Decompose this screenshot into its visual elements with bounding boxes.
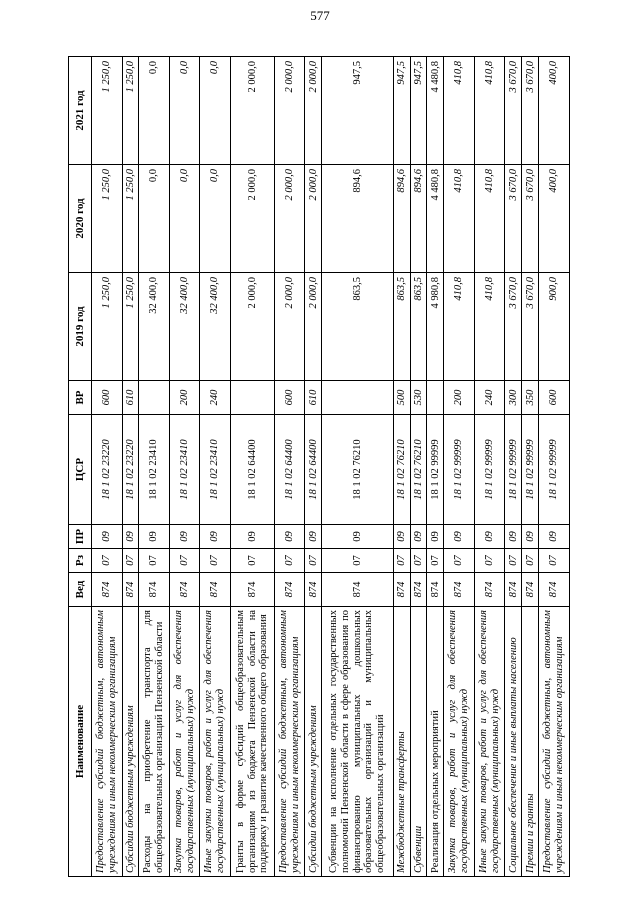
cell-vr: 600 [92, 381, 123, 415]
cell-ved: 874 [122, 573, 139, 607]
cell-2021: 947,5 [393, 57, 410, 165]
cell-csr: 18 1 02 23410 [200, 415, 231, 525]
table-row [139, 57, 170, 877]
cell-rz: 07 [200, 549, 231, 573]
table-row [305, 57, 322, 877]
cell-rz: 07 [522, 549, 539, 573]
cell-2021: 1 250,0 [122, 57, 139, 165]
cell-csr: 18 1 02 99999 [444, 415, 475, 525]
cell-2021: 2 000,0 [230, 57, 274, 165]
cell-csr: 18 1 02 99999 [522, 415, 539, 525]
cell-name: Межбюджетные трансферты [393, 607, 410, 877]
cell-2019: 863,5 [393, 273, 410, 381]
cell-2019: 2 000,0 [305, 273, 322, 381]
header-name: Наименование [69, 607, 92, 877]
cell-2021: 1 250,0 [92, 57, 123, 165]
cell-ved: 874 [427, 573, 444, 607]
cell-ved: 874 [139, 573, 170, 607]
cell-vr: 200 [169, 381, 200, 415]
rotated-table-container [68, 57, 570, 877]
header-row [69, 57, 92, 877]
cell-2019: 863,5 [322, 273, 393, 381]
header-2021: 2021 год [69, 57, 92, 165]
cell-rz: 07 [169, 549, 200, 573]
header-2020: 2020 год [69, 165, 92, 273]
cell-rz: 07 [539, 549, 570, 573]
cell-vr: 530 [410, 381, 427, 415]
cell-2020: 1 250,0 [122, 165, 139, 273]
cell-csr: 18 1 02 23410 [139, 415, 170, 525]
cell-csr: 18 1 02 23220 [92, 415, 123, 525]
cell-2019: 863,5 [410, 273, 427, 381]
cell-pr: 09 [230, 525, 274, 549]
cell-2020: 1 250,0 [92, 165, 123, 273]
cell-csr: 18 1 02 23220 [122, 415, 139, 525]
cell-pr: 09 [322, 525, 393, 549]
table-row [169, 57, 200, 877]
cell-rz: 07 [230, 549, 274, 573]
cell-2020: 410,8 [474, 165, 505, 273]
cell-pr: 09 [305, 525, 322, 549]
cell-2019: 32 400,0 [200, 273, 231, 381]
table-row [322, 57, 393, 877]
cell-2020: 3 670,0 [522, 165, 539, 273]
table-row [122, 57, 139, 877]
cell-2019: 2 000,0 [230, 273, 274, 381]
cell-name: Субсидии бюджетным учреждениям [122, 607, 139, 877]
cell-2021: 2 000,0 [305, 57, 322, 165]
cell-name: Предоставление субсидий бюджетным, автономным учреждениям и иным некоммерческим организациям [92, 607, 123, 877]
cell-vr [322, 381, 393, 415]
cell-pr: 09 [444, 525, 475, 549]
cell-pr: 09 [393, 525, 410, 549]
cell-2021: 0,0 [139, 57, 170, 165]
cell-vr: 610 [122, 381, 139, 415]
cell-2021: 947,5 [410, 57, 427, 165]
cell-2020: 400,0 [539, 165, 570, 273]
cell-ved: 874 [522, 573, 539, 607]
table-row [230, 57, 274, 877]
cell-vr: 600 [274, 381, 305, 415]
cell-rz: 07 [427, 549, 444, 573]
cell-2021: 0,0 [169, 57, 200, 165]
cell-2021: 4 480,8 [427, 57, 444, 165]
cell-pr: 09 [169, 525, 200, 549]
cell-csr: 18 1 02 64400 [274, 415, 305, 525]
cell-2020: 0,0 [139, 165, 170, 273]
cell-2020: 4 480,8 [427, 165, 444, 273]
cell-2019: 410,8 [474, 273, 505, 381]
header-rz: Рз [69, 549, 92, 573]
cell-2019: 32 400,0 [169, 273, 200, 381]
cell-pr: 09 [522, 525, 539, 549]
cell-rz: 07 [474, 549, 505, 573]
table-row [410, 57, 427, 877]
cell-csr: 18 1 02 99999 [474, 415, 505, 525]
cell-rz: 07 [322, 549, 393, 573]
cell-2019: 2 000,0 [274, 273, 305, 381]
cell-2021: 410,8 [444, 57, 475, 165]
cell-ved: 874 [410, 573, 427, 607]
cell-pr: 09 [200, 525, 231, 549]
cell-vr: 600 [539, 381, 570, 415]
cell-csr: 18 1 02 76210 [393, 415, 410, 525]
cell-pr: 09 [474, 525, 505, 549]
cell-2019: 32 400,0 [139, 273, 170, 381]
cell-2021: 410,8 [474, 57, 505, 165]
cell-ved: 874 [169, 573, 200, 607]
cell-2019: 900,0 [539, 273, 570, 381]
cell-rz: 07 [139, 549, 170, 573]
cell-name: Закупка товаров, работ и услуг для обеспечения государственных (муниципальных) нужд [444, 607, 475, 877]
cell-vr: 300 [505, 381, 522, 415]
cell-2021: 3 670,0 [522, 57, 539, 165]
cell-rz: 07 [505, 549, 522, 573]
cell-ved: 874 [274, 573, 305, 607]
header-ved: Вед [69, 573, 92, 607]
cell-2020: 894,6 [322, 165, 393, 273]
cell-rz: 07 [410, 549, 427, 573]
cell-2021: 2 000,0 [274, 57, 305, 165]
cell-2019: 4 980,8 [427, 273, 444, 381]
header-pr: ПР [69, 525, 92, 549]
cell-csr: 18 1 02 76210 [410, 415, 427, 525]
cell-2021: 400,0 [539, 57, 570, 165]
cell-2021: 3 670,0 [505, 57, 522, 165]
cell-name: Реализация отдельных мероприятий [427, 607, 444, 877]
cell-name: Иные закупки товаров, работ и услуг для обеспечения государственных (муниципальных) нужд [200, 607, 231, 877]
cell-name: Предоставление субсидий бюджетным, автономным учреждениям и иным некоммерческим организациям [274, 607, 305, 877]
cell-pr: 09 [92, 525, 123, 549]
cell-vr: 240 [200, 381, 231, 415]
cell-pr: 09 [139, 525, 170, 549]
cell-name: Субсидии бюджетным учреждениям [305, 607, 322, 877]
cell-rz: 07 [274, 549, 305, 573]
cell-2020: 0,0 [169, 165, 200, 273]
cell-rz: 07 [444, 549, 475, 573]
cell-vr [427, 381, 444, 415]
table-row [92, 57, 123, 877]
cell-2019: 3 670,0 [505, 273, 522, 381]
cell-name: Расходы на приобретение транспорта для общеобразовательных организаций Пензенской области [139, 607, 170, 877]
cell-name: Субвенции на исполнение отдельных государственных полномочий Пензенской области в сфере образования по финансированию муниципальных дошкольных образовательных организаций и муниципальных общеобразовательных организаций [322, 607, 393, 877]
cell-ved: 874 [444, 573, 475, 607]
cell-pr: 09 [274, 525, 305, 549]
header-2019: 2019 год [69, 273, 92, 381]
table-row [200, 57, 231, 877]
cell-ved: 874 [230, 573, 274, 607]
cell-pr: 09 [539, 525, 570, 549]
cell-ved: 874 [92, 573, 123, 607]
budget-table [68, 56, 570, 877]
cell-pr: 09 [505, 525, 522, 549]
cell-vr [139, 381, 170, 415]
header-vr: ВР [69, 381, 92, 415]
cell-ved: 874 [200, 573, 231, 607]
table-row [274, 57, 305, 877]
cell-ved: 874 [539, 573, 570, 607]
cell-ved: 874 [505, 573, 522, 607]
cell-rz: 07 [92, 549, 123, 573]
table-row [505, 57, 522, 877]
cell-name: Гранты в форме субсидий общеобразовательным организациям из бюджета Пензенской области на поддержку и развитие качественного общего образования [230, 607, 274, 877]
cell-ved: 874 [393, 573, 410, 607]
cell-pr: 09 [410, 525, 427, 549]
cell-vr: 500 [393, 381, 410, 415]
cell-rz: 07 [393, 549, 410, 573]
cell-ved: 874 [322, 573, 393, 607]
cell-csr: 18 1 02 64400 [305, 415, 322, 525]
cell-2020: 410,8 [444, 165, 475, 273]
cell-pr: 09 [427, 525, 444, 549]
cell-name: Субвенции [410, 607, 427, 877]
cell-csr: 18 1 02 99999 [539, 415, 570, 525]
table-body [92, 57, 570, 877]
cell-vr [230, 381, 274, 415]
header-csr: ЦСР [69, 415, 92, 525]
cell-2020: 2 000,0 [305, 165, 322, 273]
table-row [444, 57, 475, 877]
cell-vr: 240 [474, 381, 505, 415]
cell-2021: 0,0 [200, 57, 231, 165]
cell-csr: 18 1 02 99999 [427, 415, 444, 525]
cell-csr: 18 1 02 23410 [169, 415, 200, 525]
cell-2019: 410,8 [444, 273, 475, 381]
cell-vr: 610 [305, 381, 322, 415]
cell-rz: 07 [305, 549, 322, 573]
cell-2020: 3 670,0 [505, 165, 522, 273]
cell-ved: 874 [474, 573, 505, 607]
cell-ved: 874 [305, 573, 322, 607]
cell-csr: 18 1 02 76210 [322, 415, 393, 525]
page-number: 577 [310, 8, 330, 23]
table-row [427, 57, 444, 877]
table-row [393, 57, 410, 877]
cell-2020: 894,6 [393, 165, 410, 273]
cell-rz: 07 [122, 549, 139, 573]
cell-2020: 2 000,0 [230, 165, 274, 273]
cell-name: Социальное обеспечение и иные выплаты населению [505, 607, 522, 877]
cell-csr: 18 1 02 99999 [505, 415, 522, 525]
cell-csr: 18 1 02 64400 [230, 415, 274, 525]
cell-name: Закупка товаров, работ и услуг для обеспечения государственных (муниципальных) нужд [169, 607, 200, 877]
cell-2019: 3 670,0 [522, 273, 539, 381]
cell-name: Премии и гранты [522, 607, 539, 877]
cell-name: Иные закупки товаров, работ и услуг для обеспечения государственных (муниципальных) нужд [474, 607, 505, 877]
cell-2021: 947,5 [322, 57, 393, 165]
table-row [522, 57, 539, 877]
cell-pr: 09 [122, 525, 139, 549]
cell-2019: 1 250,0 [122, 273, 139, 381]
table-row [474, 57, 505, 877]
cell-vr: 350 [522, 381, 539, 415]
cell-vr: 200 [444, 381, 475, 415]
cell-2020: 2 000,0 [274, 165, 305, 273]
table-row [539, 57, 570, 877]
cell-2020: 894,6 [410, 165, 427, 273]
cell-2020: 0,0 [200, 165, 231, 273]
cell-2019: 1 250,0 [92, 273, 123, 381]
cell-name: Предоставление субсидий бюджетным, автономным учреждениям и иным некоммерческим организациям [539, 607, 570, 877]
